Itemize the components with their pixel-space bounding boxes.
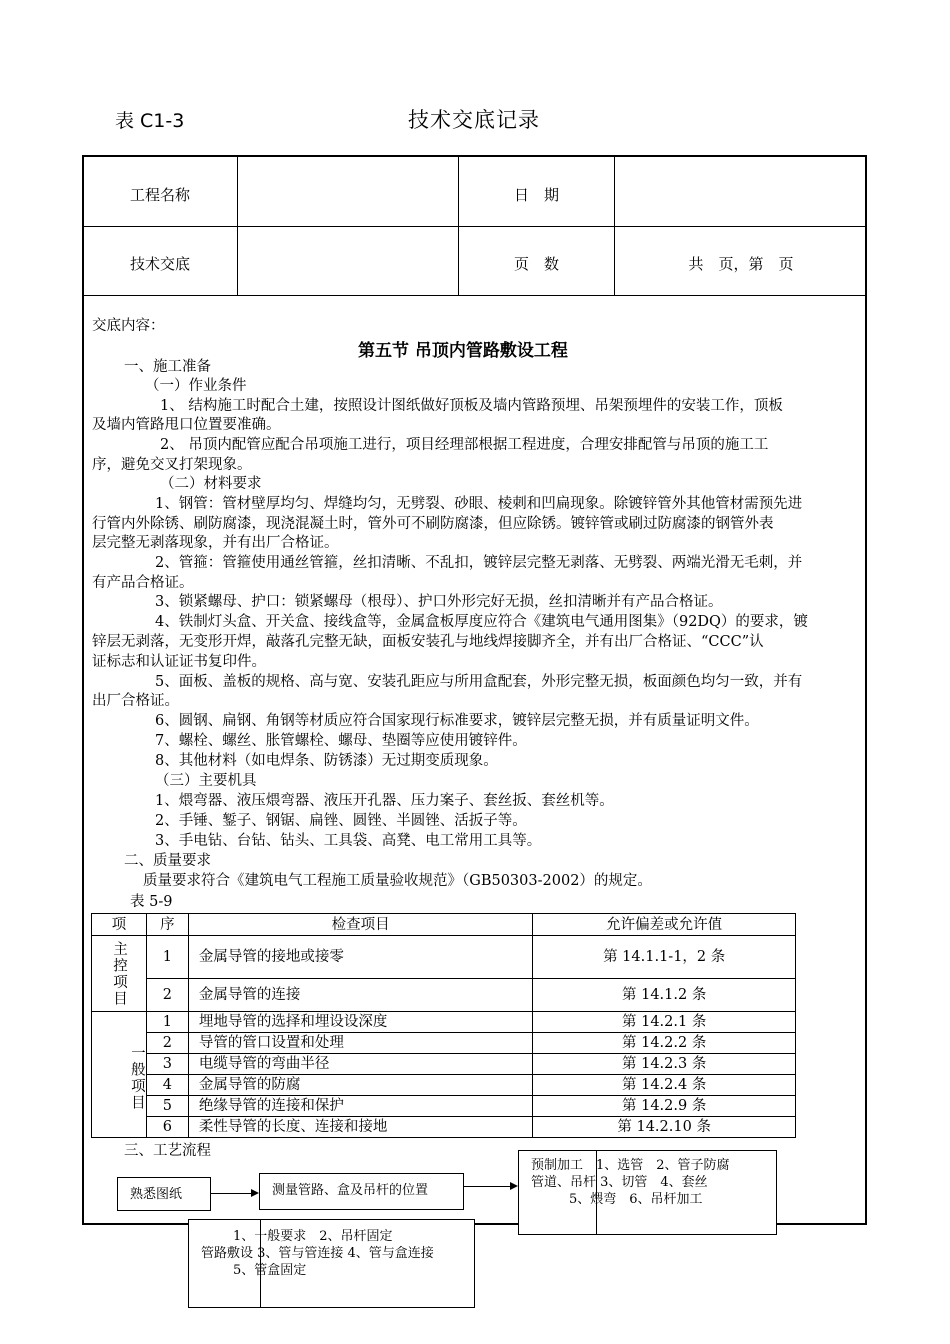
form-code: 表 C1-3 xyxy=(115,110,185,132)
check-item: 金属导管的防腐 xyxy=(188,1075,532,1096)
subheading-tools: （三）主要机具 xyxy=(155,773,257,789)
heading-quality: 二、质量要求 xyxy=(124,853,211,869)
paragraph-line: 1、 结构施工时配合土建，按照设计图纸做好顶板及墙内管路预埋、吊架预埋件的安装工作，顶板 xyxy=(160,398,783,414)
flow-arrow xyxy=(211,1193,257,1194)
content-intro: 交底内容： xyxy=(92,318,165,334)
paragraph-line: 质量要求符合《建筑电气工程施工质量验收规范》（GB50303-2002）的规定。 xyxy=(143,873,652,889)
paragraph-line: 出厂合格证。 xyxy=(92,693,179,709)
paragraph-line: 有产品合格证。 xyxy=(92,575,194,591)
flow-step-drawings xyxy=(117,1177,211,1211)
check-item: 柔性导管的长度、连接和接地 xyxy=(188,1117,532,1138)
header-cell: 允许偏差或允许值 xyxy=(533,914,796,936)
table-row xyxy=(92,936,796,979)
check-item: 电缆导管的弯曲半径 xyxy=(188,1054,532,1075)
subheading-materials: （二）材料要求 xyxy=(160,476,262,492)
info-col-divider-3 xyxy=(614,155,615,296)
project-name-label: 工程名称 xyxy=(129,186,190,204)
table-row xyxy=(92,1096,796,1117)
paragraph-line: 3、锁紧螺母、护口：锁紧螺母（根母）、护口外形完好无损，丝扣清晰并有产品合格证。 xyxy=(155,594,723,610)
quality-check-table xyxy=(91,913,796,1138)
header-cell: 序 xyxy=(146,914,188,936)
info-table-bottom xyxy=(82,295,867,296)
row-number: 5 xyxy=(146,1096,188,1117)
row-number: 6 xyxy=(146,1117,188,1138)
paragraph-line: 1、煨弯器、液压煨弯器、液压开孔器、压力案子、套丝扳、套丝机等。 xyxy=(155,793,614,809)
table-row xyxy=(92,1033,796,1054)
check-item: 金属导管的连接 xyxy=(188,979,532,1012)
row-number: 2 xyxy=(146,979,188,1012)
paragraph-line: 序，避免交叉打架现象。 xyxy=(92,457,252,473)
paragraph-line: 锌层无剥落，无变形开焊，敲落孔完整无缺，面板安装孔与地线焊接脚齐全，并有出厂合格证、“CCC”认 xyxy=(92,634,764,650)
flow-text-line: 管道、吊杆 3、切管 4、套丝 xyxy=(531,1175,708,1190)
section-title: 第五节 吊顶内管路敷设工程 xyxy=(358,341,568,361)
flow-box-divider xyxy=(596,1150,597,1235)
allowed-value: 第 14.1.1-1，2 条 xyxy=(533,936,796,979)
paragraph-line: 6、圆钢、扁钢、角钢等材质应符合国家现行标准要求，镀锌层完整无损，并有质量证明文件。 xyxy=(155,713,759,729)
table-row xyxy=(92,1075,796,1096)
paragraph-line: 证标志和认证证书复印件。 xyxy=(92,654,266,670)
pages-label: 页 数 xyxy=(513,255,559,273)
table-row xyxy=(92,1012,796,1033)
paragraph-line: 8、其他材料（如电焊条、防锈漆）无过期变质现象。 xyxy=(155,753,498,769)
heading-prep: 一、施工准备 xyxy=(124,359,211,375)
allowed-value: 第 14.2.10 条 xyxy=(533,1117,796,1138)
paragraph-line: 7、螺栓、螺丝、胀管螺栓、螺母、垫圈等应使用镀锌件。 xyxy=(155,733,527,749)
paragraph-line: 5、面板、盖板的规格、高与宽、安装孔距应与所用盒配套，外形完整无损，板面颜色均匀一致，并有 xyxy=(155,674,803,690)
paragraph-line: 行管内外除锈、刷防腐漆，现浇混凝土时，管外可不刷防腐漆，但应除锈。镀锌管或刷过防腐漆的钢管外表 xyxy=(92,516,774,532)
check-item: 金属导管的接地或接零 xyxy=(188,936,532,979)
flow-arrow xyxy=(464,1186,516,1187)
allowed-value: 第 14.2.2 条 xyxy=(533,1033,796,1054)
flow-step-measure xyxy=(259,1173,464,1210)
allowed-value: 第 14.2.9 条 xyxy=(533,1096,796,1117)
flow-step-laying xyxy=(188,1219,475,1308)
paragraph-line: 2、手锤、錾子、钢锯、扁锉、圆锉、半圆锉、活扳子等。 xyxy=(155,813,527,829)
row-number: 1 xyxy=(146,1012,188,1033)
pages-value: 共 页，第 页 xyxy=(688,255,794,273)
flow-text-line: 管路敷设 3、管与管连接 4、管与盒连接 xyxy=(201,1246,434,1261)
table-row xyxy=(92,1054,796,1075)
group-general: 一般项目 xyxy=(92,1012,147,1138)
table-row xyxy=(92,979,796,1012)
paragraph-line: 及墙内管路甩口位置要准确。 xyxy=(92,417,281,433)
check-item: 绝缘导管的连接和保护 xyxy=(188,1096,532,1117)
date-label: 日 期 xyxy=(513,186,559,204)
group-main-control: 主控项目 xyxy=(92,936,147,1012)
flow-step-label: 熟悉图纸 xyxy=(130,1187,183,1202)
flow-text-line: 预制加工 1、选管 2、管子防腐 xyxy=(531,1158,730,1173)
paragraph-line: 层完整无剥落现象，并有出厂合格证。 xyxy=(92,535,339,551)
tech-disclosure-label: 技术交底 xyxy=(129,255,190,273)
flow-step-label: 测量管路、盒及吊杆的位置 xyxy=(272,1183,429,1198)
flow-step-prefabricate xyxy=(518,1150,777,1235)
flow-text-line: 1、一般要求 2、吊杆固定 xyxy=(233,1229,393,1244)
allowed-value: 第 14.2.1 条 xyxy=(533,1012,796,1033)
flow-text-line: 5、管盒固定 xyxy=(233,1263,307,1278)
info-row-divider xyxy=(82,226,867,227)
paragraph-line: 4、铁制灯头盒、开关盒、接线盒等，金属盒板厚度应符合《建筑电气通用图集》（92DQ）的要求，镀 xyxy=(155,614,808,630)
row-number: 4 xyxy=(146,1075,188,1096)
table-row xyxy=(92,1117,796,1138)
info-col-divider-1 xyxy=(237,155,238,296)
header-cell: 项 xyxy=(92,914,147,936)
document-title: 技术交底记录 xyxy=(408,108,540,132)
info-col-divider-2 xyxy=(458,155,459,296)
paragraph-line: 2、 吊顶内配管应配合吊项施工进行，项目经理部根据工程进度，合理安排配管与吊顶的施工工 xyxy=(160,437,769,453)
table-header-row xyxy=(92,914,796,936)
paragraph-line: 2、管箍：管箍使用通丝管箍，丝扣清晰、不乱扣，镀锌层完整无剥落、无劈裂、两端光滑无毛刺，并 xyxy=(155,555,803,571)
paragraph-line: 3、手电钻、台钻、钻头、工具袋、高凳、电工常用工具等。 xyxy=(155,833,542,849)
row-number: 2 xyxy=(146,1033,188,1054)
allowed-value: 第 14.2.4 条 xyxy=(533,1075,796,1096)
subheading-conditions: （一）作业条件 xyxy=(145,378,247,394)
allowed-value: 第 14.1.2 条 xyxy=(533,979,796,1012)
check-item: 埋地导管的选择和埋设设深度 xyxy=(188,1012,532,1033)
flow-box-divider xyxy=(260,1219,261,1308)
row-number: 3 xyxy=(146,1054,188,1075)
table-caption: 表 5-9 xyxy=(130,894,173,910)
allowed-value: 第 14.2.3 条 xyxy=(533,1054,796,1075)
heading-process: 三、工艺流程 xyxy=(124,1143,211,1159)
header-cell: 检查项目 xyxy=(188,914,532,936)
paragraph-line: 1、钢管：管材壁厚均匀、焊缝均匀，无劈裂、砂眼、棱刺和凹扁现象。除镀锌管外其他管材需预先进 xyxy=(155,496,803,512)
row-number: 1 xyxy=(146,936,188,979)
check-item: 导管的管口设置和处理 xyxy=(188,1033,532,1054)
flow-text-line: 5、煨弯 6、吊杆加工 xyxy=(569,1192,703,1207)
